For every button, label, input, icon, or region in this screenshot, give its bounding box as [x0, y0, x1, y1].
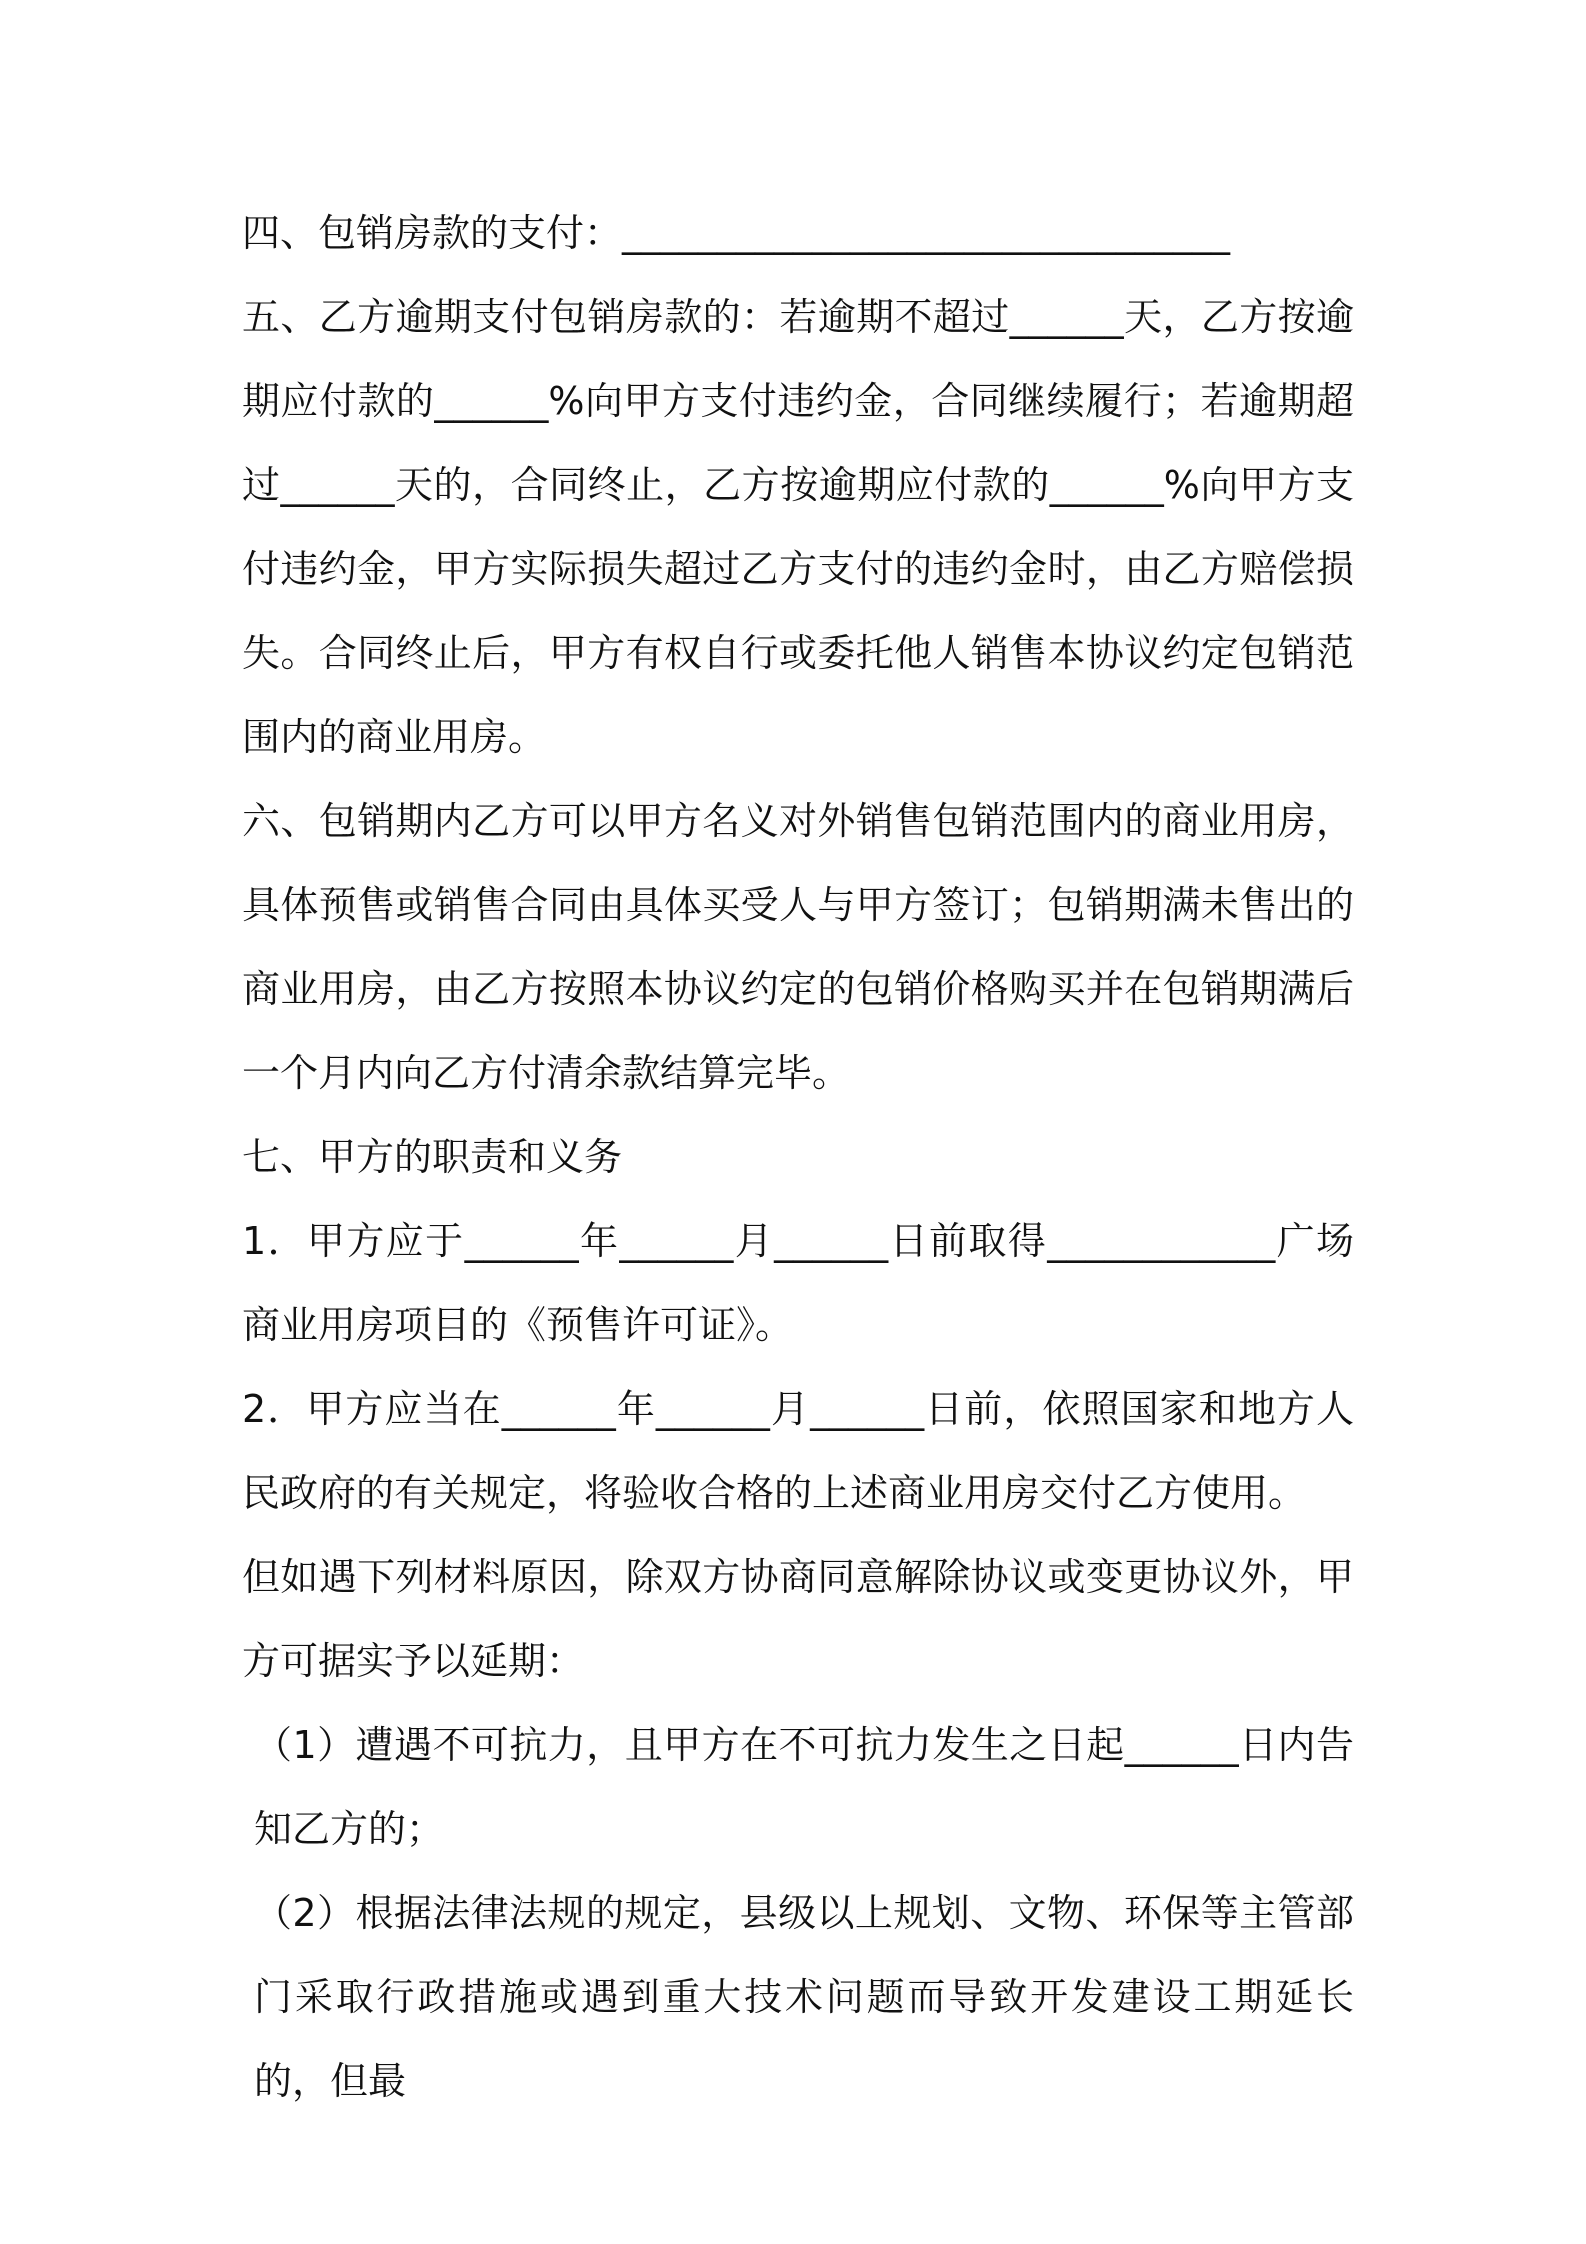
clause-7-heading: 七、甲方的职责和义务 — [242, 1135, 623, 1179]
document-body — [242, 191, 1354, 2123]
clause-4-payment: 四、包销房款的支付：________________________________ — [242, 211, 1231, 255]
clause-7-item-2: 2．甲方应当在______年______月______日前，依照国家和地方人民政府的有关规定，将验收合格的上述商业用房交付乙方使用。 — [242, 1387, 1354, 1515]
condition-2: （2）根据法律法规的规定，县级以上规划、文物、环保等主管部门采取行政措施或遇到重大技术问题而导致开发建设工期延长的，但最 — [254, 1891, 1354, 2103]
clause-7-item-1: 1．甲方应于______年______月______日前取得____________广场商业用房项目的《预售许可证》。 — [242, 1219, 1354, 1347]
clause-6-sales-period: 六、包销期内乙方可以甲方名义对外销售包销范围内的商业用房，具体预售或销售合同由具体买受人与甲方签订；包销期满未售出的商业用房，由乙方按照本协议约定的包销价格购买并在包销期满后一个月内向乙方付清余款结算完毕。 — [242, 799, 1354, 1095]
clause-5-late-payment: 五、乙方逾期支付包销房款的：若逾期不超过______天，乙方按逾期应付款的______%向甲方支付违约金，合同继续履行；若逾期超过______天的，合同终止，乙方按逾期应付款的______%向甲方支付违约金，甲方实际损失超过乙方支付的违约金时，由乙方赔偿损失。合同终止后，甲方有权自行或委托他人销售本协议约定包销范围内的商业用房。 — [242, 295, 1354, 759]
extension-conditions: 但如遇下列材料原因，除双方协商同意解除协议或变更协议外，甲方可据实予以延期： — [242, 1555, 1354, 1683]
condition-1: （1）遭遇不可抗力，且甲方在不可抗力发生之日起______日内告知乙方的； — [254, 1723, 1354, 1851]
